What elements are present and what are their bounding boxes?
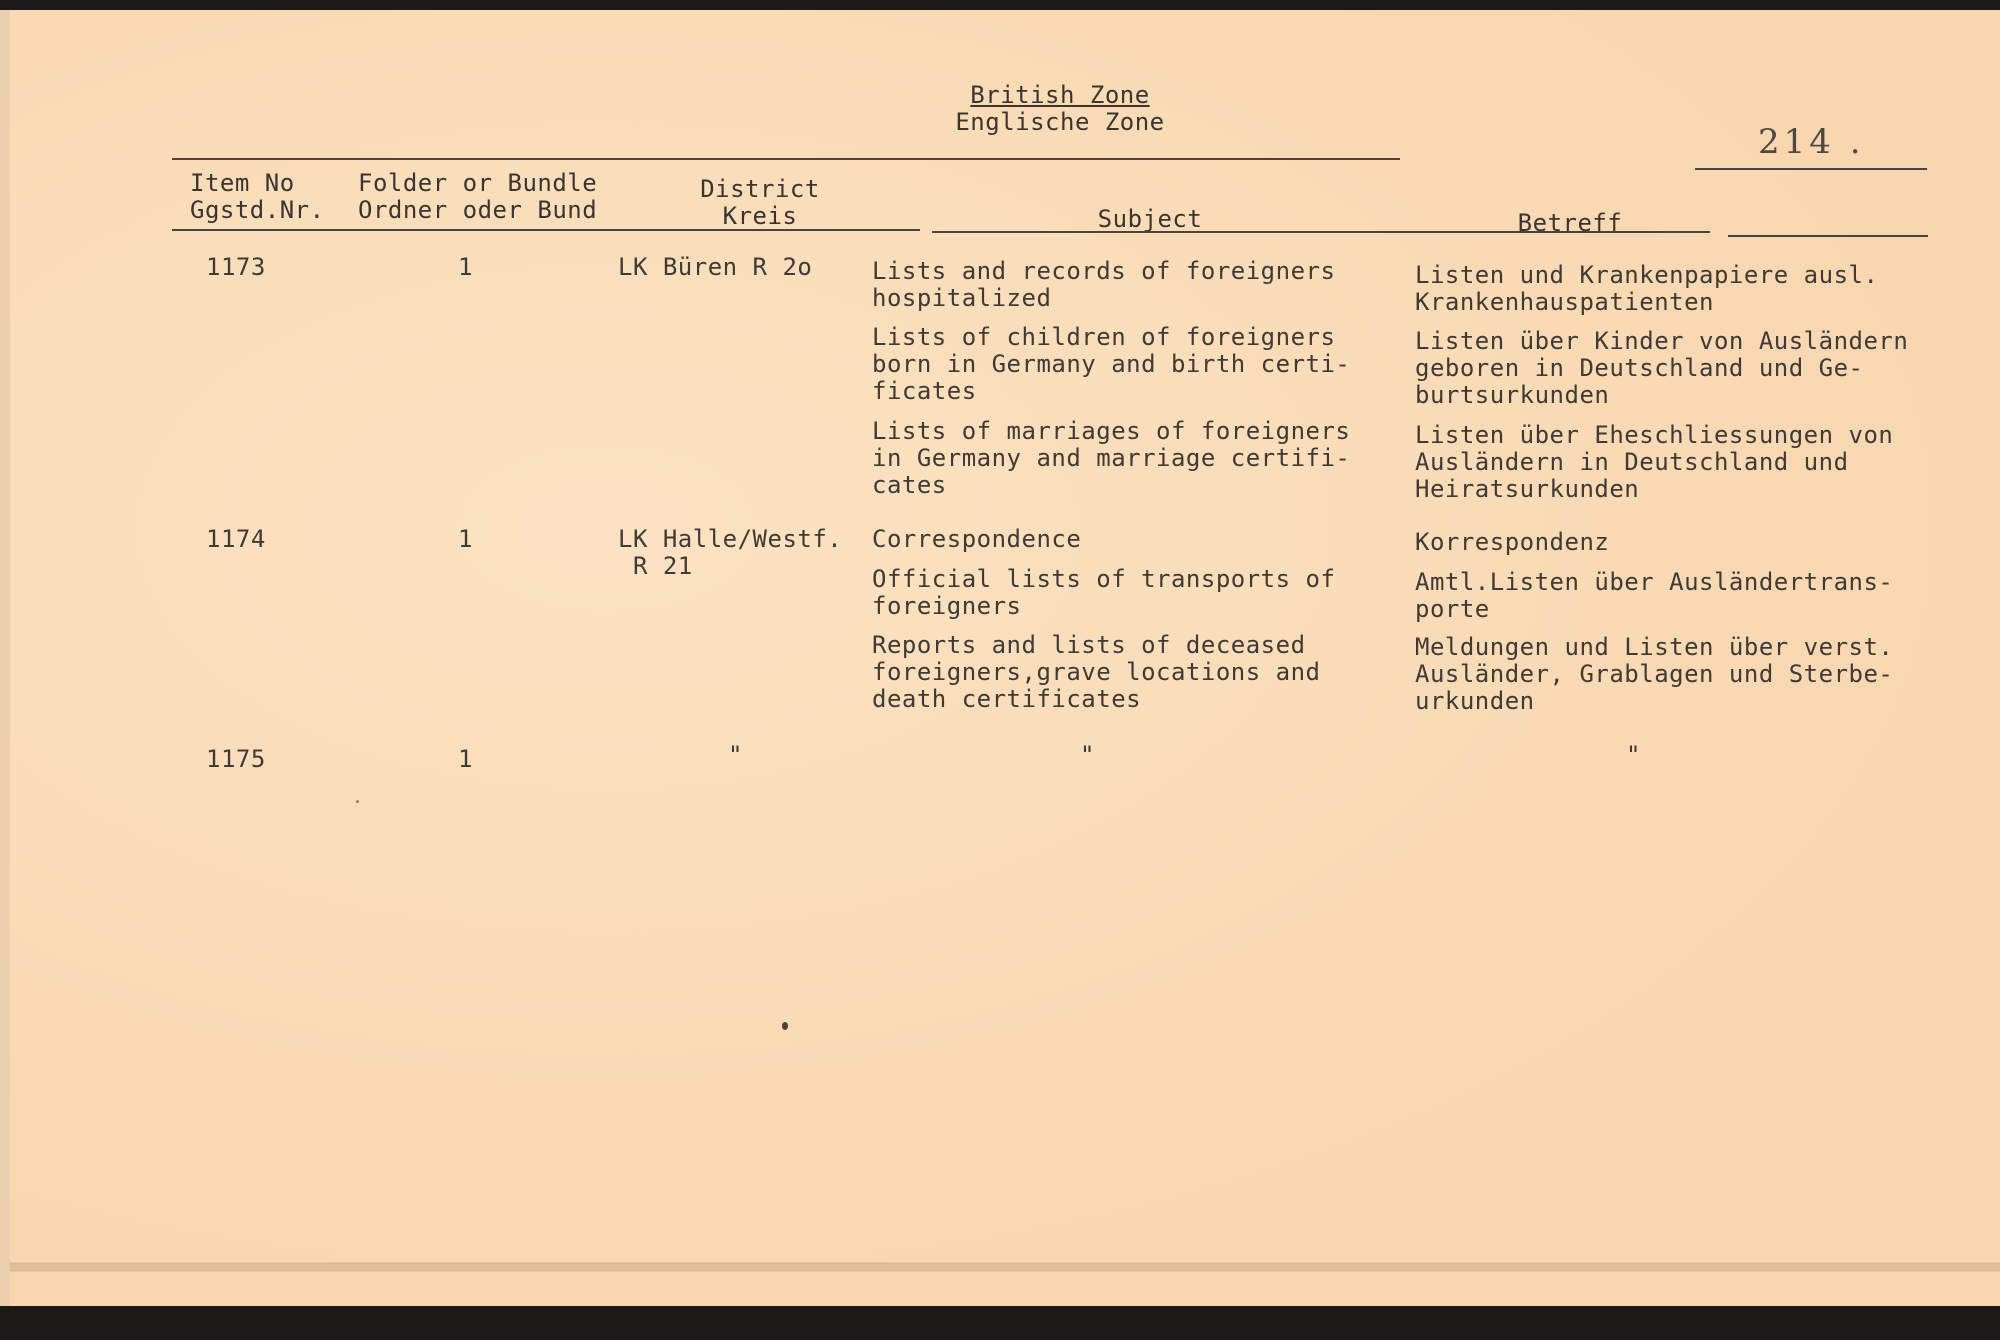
col-subject: Subject [1097,205,1203,233]
row-1174-subject-2: Official lists of transports of foreigners [872,565,1336,620]
row-1173-item: 1173 [206,253,266,281]
page-edges [10,1262,2000,1272]
row-1173-betreff-1: Listen und Krankenpapiere ausl. Krankenhauspatienten [1415,261,1879,316]
paper-speck [782,1022,788,1030]
row-1173-betreff-3: Listen über Eheschliessungen von Ausländern in Deutschland und Heiratsurkunden [1415,421,1894,503]
row-1173-subject-3: Lists of marriages of foreigners in Germany and marriage certifi- cates [872,417,1351,499]
col-folder-en: Folder or Bundle [358,169,598,197]
row-1174-item: 1174 [206,525,266,553]
row-1175-district-ditto: " [728,741,743,769]
col-folder-de: Ordner oder Bund [358,196,598,224]
row-1175-item: 1175 [206,745,266,773]
zone-title-en: British Zone [970,81,1150,109]
row-1175-folder: 1 [458,745,473,773]
row-1174-subject-3: Reports and lists of deceased foreigners,grave locations and death certificates [872,631,1321,713]
paper-speck [356,800,359,803]
row-1174-betreff-3: Meldungen und Listen über verst. Ausländer, Grablagen und Sterbe- urkunden [1415,633,1894,715]
row-1173-subject-1: Lists and records of foreigners hospitalized [872,257,1336,312]
zone-title-de: Englische Zone [955,108,1165,136]
row-1174-folder: 1 [458,525,473,553]
header-top-rule [172,158,1400,160]
row-1173-subject-2: Lists of children of foreigners born in Germany and birth certi- ficates [872,323,1351,405]
col-item-en: Item No [190,169,295,197]
row-1174-betreff-1: Korrespondenz [1415,528,1610,556]
header-bottom-rule-right [1728,235,1928,237]
col-item-de: Ggstd.Nr. [190,196,325,224]
row-1173-district: LK Büren R 2o [618,253,813,281]
row-1174-district: LK Halle/Westf. R 21 [618,525,843,580]
row-1173-betreff-2: Listen über Kinder von Ausländern geboren in Deutschland und Ge- burtsurkunden [1415,327,1909,409]
document-page [0,10,2000,1306]
header-top-rule-right [1695,168,1927,170]
row-1174-betreff-2: Amtl.Listen über Ausländertrans- porte [1415,568,1894,623]
row-1173-folder: 1 [458,253,473,281]
header-bottom-rule-mid [932,231,1710,233]
row-1175-betreff-ditto: " [1626,741,1641,769]
header-bottom-rule [172,229,920,231]
row-1174-subject-1: Correspondence [872,525,1082,553]
col-district-en: District [700,175,820,203]
col-district-de: Kreis [722,202,798,230]
page-number: 214 . [1758,122,1865,162]
row-1175-subject-ditto: " [1080,741,1095,769]
col-betreff: Betreff [1517,209,1623,237]
